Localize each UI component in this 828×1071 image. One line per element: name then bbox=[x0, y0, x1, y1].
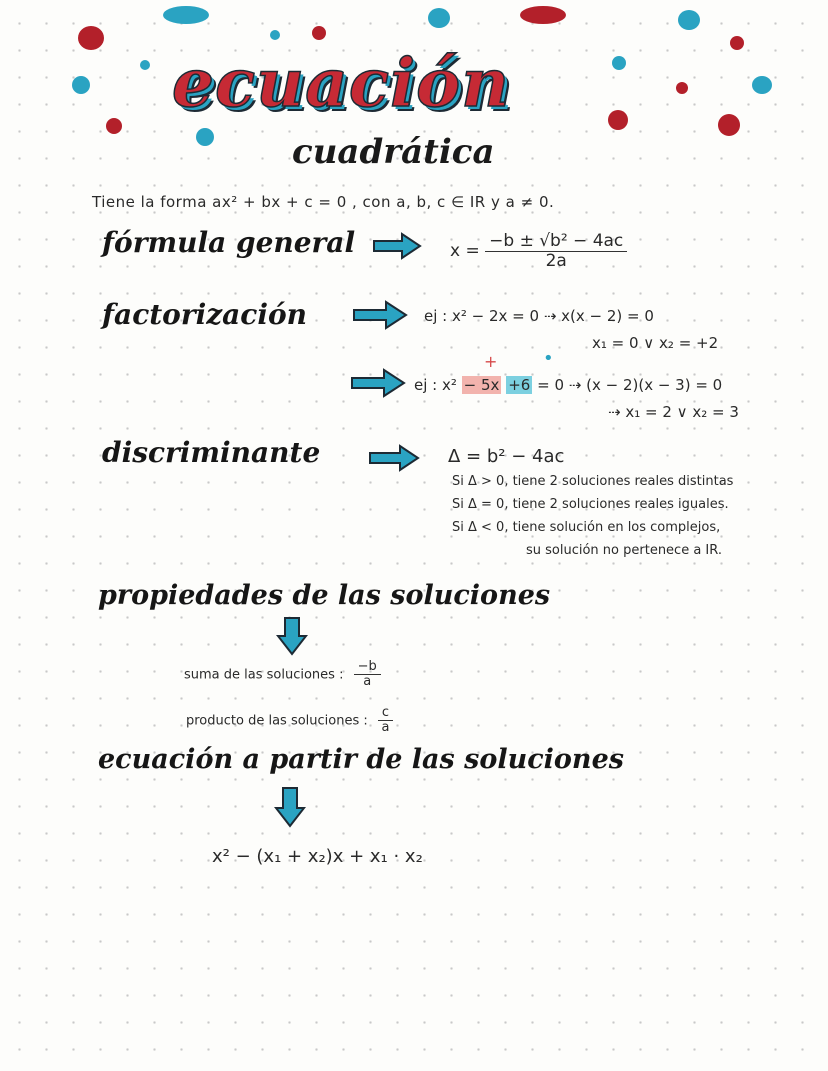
arrow-right-icon bbox=[372, 232, 422, 260]
decor-dot bbox=[78, 26, 104, 50]
discriminante-case: Si Δ = 0, tiene 2 soluciones reales iguales. bbox=[452, 497, 729, 512]
discriminante-formula: Δ = b² − 4ac bbox=[448, 446, 565, 467]
heading-discriminante: discriminante bbox=[102, 436, 321, 469]
decor-dot bbox=[678, 10, 700, 30]
suma-label: suma de las soluciones : bbox=[184, 667, 344, 683]
ecuacion-formula: x² − (x₁ + x₂)x + x₁ · x₂ bbox=[212, 846, 423, 867]
intro-text: Tiene la forma ax² + bx + c = 0 , con a, b, c ∈ IR y a ≠ 0. bbox=[92, 193, 555, 211]
formula-denominator: 2a bbox=[545, 250, 567, 271]
arrow-down-icon bbox=[274, 786, 306, 828]
suma-numerator: −b bbox=[354, 660, 381, 675]
producto-denominator: a bbox=[381, 720, 390, 736]
discriminante-case: Si Δ > 0, tiene 2 soluciones reales distintas bbox=[452, 474, 734, 489]
factor-example-1-solutions: x₁ = 0 ∨ x₂ = +2 bbox=[592, 334, 719, 352]
producto-numerator: c bbox=[378, 706, 393, 721]
suma-denominator: a bbox=[363, 674, 372, 690]
decor-dot bbox=[163, 6, 209, 24]
producto-label: producto de las soluciones : bbox=[186, 713, 368, 729]
decor-dot bbox=[676, 82, 688, 94]
suma-soluciones bbox=[184, 660, 381, 690]
decor-dot bbox=[196, 128, 214, 146]
factor-ex2-highlight-blue: +6 bbox=[508, 376, 531, 394]
page-subtitle: cuadrática bbox=[292, 132, 495, 172]
decor-dot bbox=[72, 76, 90, 94]
decor-dot bbox=[520, 6, 566, 24]
factor-mark-plus: + bbox=[484, 352, 498, 371]
heading-ecuacion-partir: ecuación a partir de las soluciones bbox=[98, 744, 624, 775]
factor-ex2-prefix: ej : x² bbox=[414, 376, 457, 394]
heading-formula-general: fórmula general bbox=[102, 226, 356, 259]
factor-mark-dot: • bbox=[543, 348, 554, 369]
decor-dot bbox=[312, 26, 326, 40]
decor-dot bbox=[428, 8, 450, 28]
producto-soluciones bbox=[186, 706, 393, 736]
arrow-right-icon bbox=[352, 300, 408, 330]
decor-dot bbox=[612, 56, 626, 70]
heading-propiedades: propiedades de las soluciones bbox=[98, 580, 551, 611]
suma-fraction bbox=[354, 660, 381, 690]
decor-dot bbox=[140, 60, 150, 70]
factor-example-2 bbox=[414, 376, 722, 394]
decor-dot bbox=[718, 114, 740, 136]
arrow-right-icon bbox=[350, 368, 406, 398]
discriminante-case: Si Δ < 0, tiene solución en los complejos, bbox=[452, 520, 721, 535]
page-title: ecuación bbox=[172, 44, 511, 122]
decor-dot bbox=[608, 110, 628, 130]
arrow-right-icon bbox=[368, 444, 420, 472]
decor-dot bbox=[730, 36, 744, 50]
factor-example-2-solutions: ⇢ x₁ = 2 ∨ x₂ = 3 bbox=[608, 403, 739, 421]
heading-factorizacion: factorización bbox=[102, 298, 307, 331]
decor-dot bbox=[270, 30, 280, 40]
discriminante-case: su solución no pertenece a IR. bbox=[526, 543, 722, 558]
factor-ex2-suffix: = 0 ⇢ (x − 2)(x − 3) = 0 bbox=[537, 376, 723, 394]
formula-numerator: −b ± √b² − 4ac bbox=[485, 232, 627, 252]
decor-dot bbox=[106, 118, 122, 134]
factor-ex2-highlight-red: − 5x bbox=[463, 376, 500, 394]
formula-fraction bbox=[485, 232, 627, 270]
arrow-down-icon bbox=[276, 616, 308, 656]
formula-lhs: x = bbox=[450, 241, 480, 262]
factor-example-1: ej : x² − 2x = 0 ⇢ x(x − 2) = 0 bbox=[424, 307, 654, 325]
formula-general-expression bbox=[450, 232, 627, 270]
producto-fraction bbox=[378, 706, 393, 736]
decor-dot bbox=[752, 76, 772, 94]
